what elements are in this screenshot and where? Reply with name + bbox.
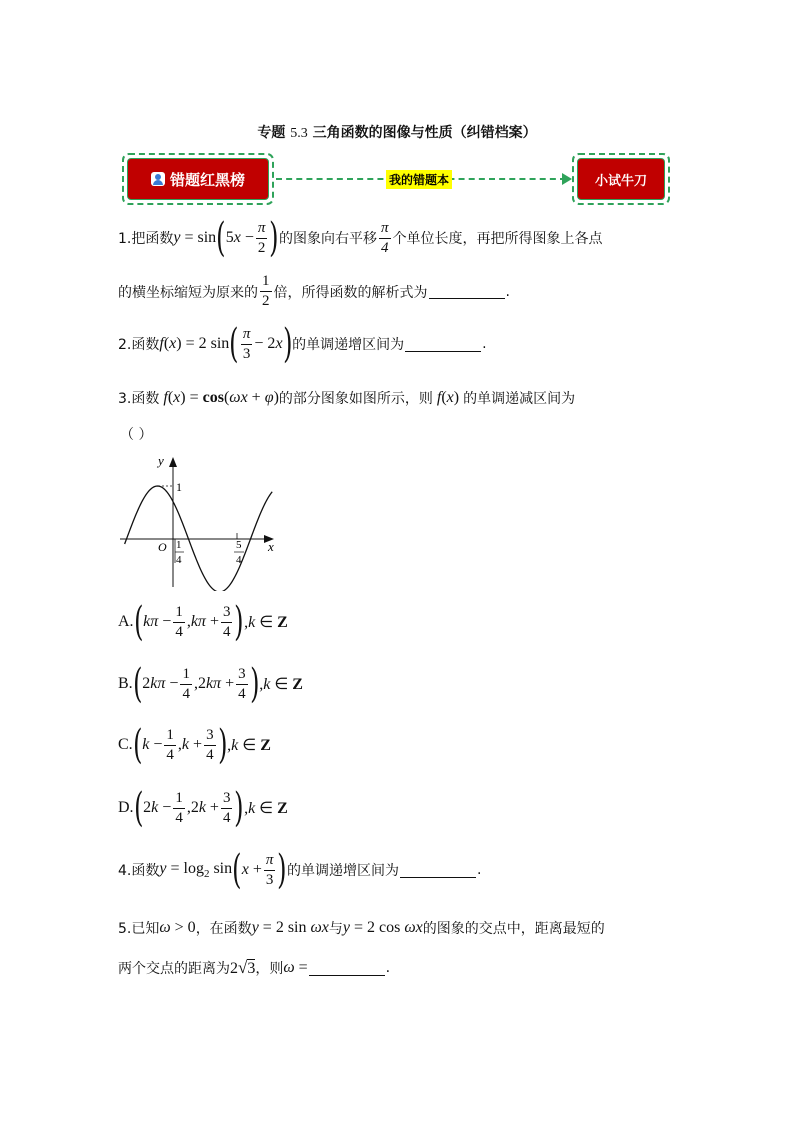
origin-label: O — [158, 540, 167, 554]
q1-text-e: 倍，所得函数的解析式为 — [273, 284, 428, 301]
q4-text-b: 的单调递增区间为 — [286, 863, 399, 879]
question-3 — [118, 388, 575, 408]
fraction-1-4: $\frac{1}{4}$ — [175, 603, 183, 640]
q1-text-b: 的图象向右平移 — [279, 231, 378, 247]
y-label: y — [158, 453, 164, 468]
fraction-3-4: $\frac{3}{4}$ — [206, 726, 214, 763]
option-b[interactable] — [118, 661, 303, 707]
fraction-1-4: $\frac{1}{4}$ — [182, 665, 190, 702]
q1-inner: 5x − — [225, 229, 254, 246]
banner-left-box — [122, 153, 274, 205]
q5-period: . — [385, 960, 391, 976]
tick-label-1-num: 1 — [176, 539, 182, 551]
q2-formula: f(x) = 2 sin — [159, 335, 230, 352]
option-a-letter: A. — [118, 613, 134, 630]
q5-func1: y = 2 sin ωx — [251, 919, 329, 936]
q1-formula: y = sin — [173, 229, 217, 246]
option-b-domain: ,k ∈ Z — [259, 676, 303, 693]
option-d-letter: D. — [118, 799, 134, 816]
answer-paren — [120, 424, 152, 444]
option-a-domain: ,k ∈ Z — [244, 614, 288, 631]
option-a[interactable] — [118, 599, 288, 645]
q1-text-c: 个单位长度，再把所得图象上各点 — [392, 231, 603, 247]
title-number: 5.3 — [290, 126, 308, 141]
option-b-part1: 2kπ − — [142, 675, 179, 692]
paren-left: ( — [132, 661, 143, 707]
paren-right: ) — [234, 785, 244, 831]
paren-left: ( — [133, 599, 144, 645]
q5-text-f: ，则 — [255, 961, 284, 977]
q5-omega-eq: ω = — [283, 959, 308, 976]
y-max-label: 1 — [176, 480, 182, 494]
answer-blank — [405, 337, 481, 352]
q1-text-a: 1.把函数 — [118, 231, 174, 247]
paren-right: ) — [234, 599, 244, 645]
q5-text-a: 5.已知 — [118, 921, 160, 937]
paren-right: ) — [249, 661, 260, 707]
cosine-graph — [118, 451, 280, 591]
banner-right-box — [572, 153, 670, 205]
q5-text-d: 的图象的交点中，距离最短的 — [422, 921, 605, 937]
question-2 — [118, 321, 487, 367]
q3-fx: f(x) — [436, 389, 464, 406]
q2-text-b: 的单调递增区间为 — [292, 337, 405, 353]
q5-text-b: ，在函数 — [195, 921, 252, 937]
fraction-pi-over-3: $\frac{\pi}{3}$ — [242, 325, 251, 362]
answer-blank — [429, 284, 505, 299]
option-b-letter: B. — [118, 675, 133, 692]
question-1-line-2 — [118, 274, 510, 309]
q2-inner: − 2x — [254, 335, 283, 352]
person-icon — [151, 172, 165, 186]
question-1-line-1 — [118, 215, 603, 261]
q3-formula: f(x) = cos(ωx + φ) — [163, 389, 279, 406]
question-4 — [118, 847, 482, 893]
title-text: 三角函数的图像与性质（纠错档案） — [312, 125, 537, 141]
paren-left: ( — [133, 785, 144, 831]
q5-distance: 2√3 — [230, 958, 256, 977]
q4-text-a: 4.函数 — [118, 863, 160, 879]
arrow-right-icon — [562, 173, 572, 185]
question-5-line-2 — [118, 958, 390, 978]
banner-right-label: 小试牛刀 — [577, 158, 665, 200]
tick-label-2-den: 4 — [236, 554, 242, 566]
paren-right: ) — [269, 215, 279, 261]
paren-left: ( — [216, 215, 226, 261]
option-c-part1: k − — [142, 736, 163, 753]
option-a-part2: ,kπ + — [186, 613, 219, 630]
fraction-3-4: $\frac{3}{4}$ — [222, 603, 231, 640]
banner-left-inner — [127, 158, 269, 200]
question-5-line-1 — [118, 918, 605, 938]
answer-blank — [400, 863, 476, 878]
q5-omega-cond: ω > 0 — [159, 919, 196, 936]
fraction-pi-over-3: $\frac{\pi}{3}$ — [265, 851, 274, 888]
paren-left: ( — [132, 722, 143, 768]
answer-paren-text: （ ） — [120, 427, 153, 443]
q1-text-d: 的横坐标缩短为原来的 — [118, 284, 258, 301]
fraction-pi-over-4: $\frac{\pi}{4}$ — [381, 219, 389, 256]
title-prefix: 专题 — [257, 125, 286, 141]
fraction-one-half: $\frac{1}{2}$ — [262, 273, 270, 309]
fraction-pi-over-2: $\frac{\pi}{2}$ — [257, 219, 266, 256]
q4-inner: x + — [241, 861, 262, 878]
paren-right: ) — [277, 847, 287, 893]
option-c-letter: C. — [118, 736, 133, 753]
q2-period: . — [482, 336, 487, 352]
y-axis-arrow-icon — [169, 457, 177, 467]
page-title — [0, 122, 794, 142]
q4-formula: $y = \log_2 \sin$ — [159, 859, 233, 881]
q4-period: . — [476, 862, 482, 878]
fraction-1-4: $\frac{1}{4}$ — [175, 789, 183, 826]
banner-left-label: 错题红黑榜 — [169, 170, 245, 189]
option-c-part2: ,k + — [177, 736, 203, 753]
q3-text-c: 的单调递减区间为 — [463, 391, 576, 407]
q5-text-e: 两个交点的距离为 — [118, 961, 230, 977]
tick-label-1-den: 4 — [176, 554, 182, 566]
answer-blank — [309, 961, 385, 976]
option-c-domain: ,k ∈ Z — [227, 737, 271, 754]
option-d-part1: 2k − — [143, 799, 172, 816]
paren-right: ) — [282, 321, 293, 367]
paren-left: ( — [232, 847, 242, 893]
q3-text-a: 3.函数 — [118, 391, 160, 407]
option-a-part1: kπ − — [143, 613, 172, 630]
paren-left: ( — [229, 321, 239, 367]
q5-func2: y = 2 cos ωx — [342, 919, 423, 936]
q3-text-b: 的部分图象如图所示，则 — [278, 391, 433, 407]
x-label: x — [268, 539, 274, 554]
paren-right: ) — [217, 722, 228, 768]
banner-middle-label: 我的错题本 — [386, 170, 452, 189]
q5-text-c: 与 — [328, 921, 343, 937]
option-b-part2: ,2kπ + — [193, 675, 235, 692]
option-d[interactable] — [118, 785, 288, 831]
q2-text-a: 2.函数 — [118, 337, 160, 353]
option-d-domain: ,k ∈ Z — [244, 800, 288, 817]
fraction-3-4: $\frac{3}{4}$ — [222, 789, 231, 826]
fraction-3-4: $\frac{3}{4}$ — [238, 665, 246, 702]
option-c[interactable] — [118, 722, 271, 768]
option-d-part2: ,2k + — [186, 799, 219, 816]
fraction-1-4: $\frac{1}{4}$ — [166, 726, 174, 763]
q1-period: . — [505, 283, 510, 300]
tick-label-2-num: 5 — [236, 539, 242, 551]
